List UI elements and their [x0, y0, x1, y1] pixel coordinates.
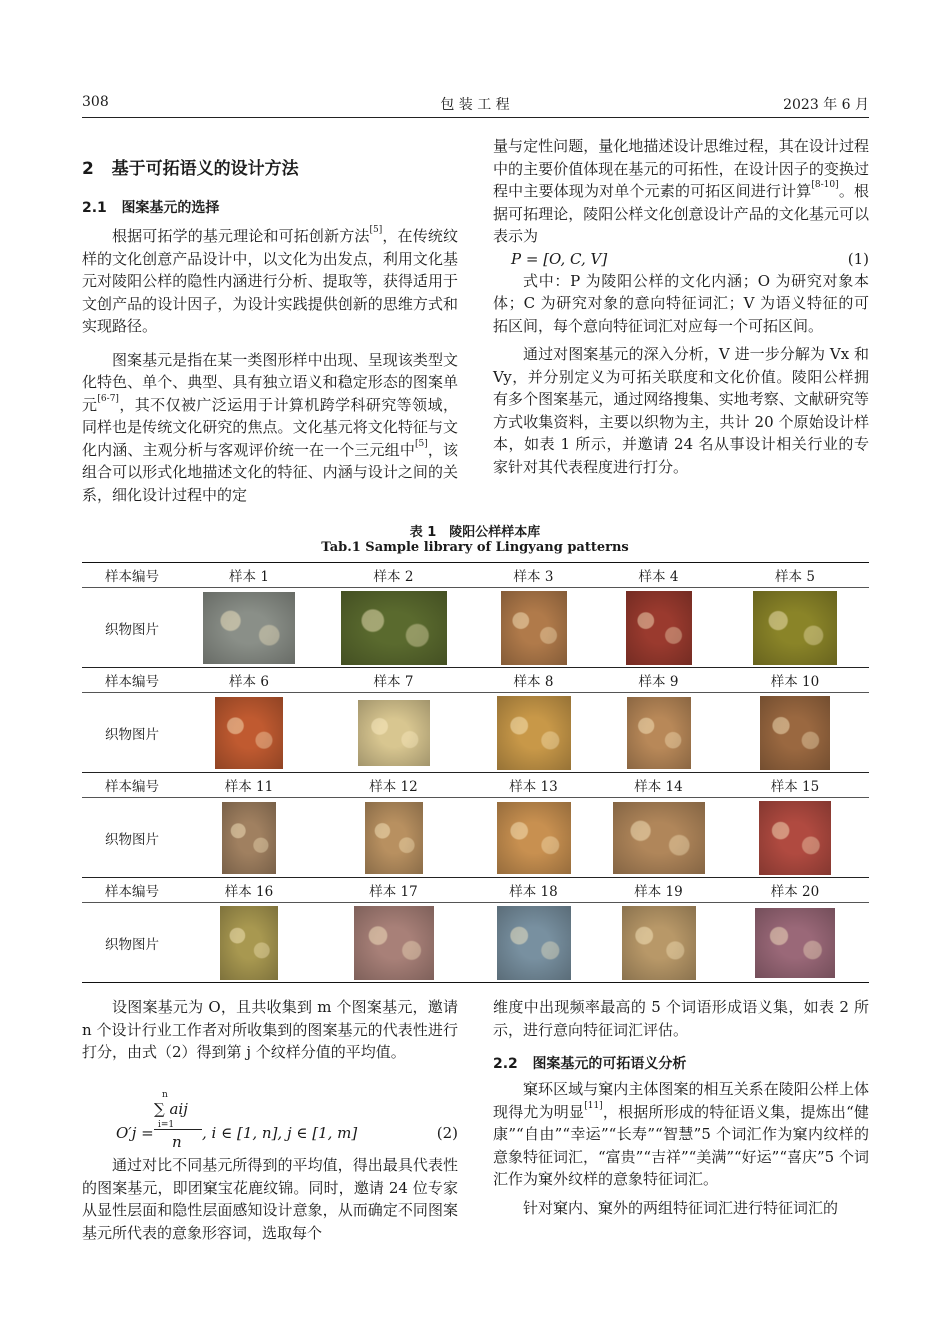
row-header-label: 样本编号 [82, 878, 182, 903]
formula-lhs: O′j = [116, 1124, 154, 1142]
fabric-image [354, 906, 434, 980]
formula-numerator: ∑ aij [154, 1100, 188, 1118]
formula-denominator: n [172, 1133, 182, 1151]
subsection-heading [493, 1053, 686, 1073]
sample-label: 样本 8 [471, 668, 596, 693]
paragraph: 设图案基元为 O，且共收集到 m 个图案基元，邀请 n 个设计行业工作者对所收集到的图案基元的代表性进行打分，由式（2）得到第 j 个纹样分值的平均值。 [82, 998, 458, 1061]
image-row-label: 织物图片 [105, 831, 159, 848]
fabric-image [341, 591, 447, 665]
sample-label: 样本 9 [596, 668, 721, 693]
paragraph [493, 1078, 869, 1191]
subsection-heading [82, 197, 219, 217]
image-row-label: 织物图片 [82, 903, 182, 983]
sample-label: 样本 14 [596, 773, 721, 798]
fabric-image-cell [316, 693, 471, 773]
fabric-image-cell [316, 798, 471, 878]
sample-label: 样本 18 [471, 878, 596, 903]
text: ，在传统纹样的文化创意产品设计中，以文化为出发点，利用文化基元对陵阳公样的隐性内涵进行分析、提取等，获得适用于文创产品的设计因子，为设计实践提供创新的思维方式和实现路径。 [82, 227, 458, 335]
sample-label: 样本 19 [596, 878, 721, 903]
formula-number: (2) [436, 1124, 458, 1142]
sample-label: 样本 2 [316, 563, 471, 588]
formula-number: (1) [847, 249, 869, 268]
sum-upper-limit: n [162, 1090, 168, 1100]
fabric-image-cell [596, 588, 721, 668]
section-title: 基于可拓语义的设计方法 [111, 159, 299, 179]
fabric-image [613, 802, 705, 874]
fabric-image [222, 802, 276, 874]
right-column-bottom-2 [493, 1078, 869, 1219]
subsection-title: 图案基元的选择 [121, 200, 220, 216]
page-number: 308 [82, 94, 109, 110]
sample-table [82, 562, 869, 983]
table-caption-cn: 表 1 陵阳公样样本库 [409, 525, 541, 540]
fabric-image-cell [596, 798, 721, 878]
fabric-image-cell [316, 588, 471, 668]
citation: [11] [584, 1100, 603, 1111]
subsection-title: 图案基元的可拓语义分析 [532, 1056, 687, 1072]
journal-name: 包 装 工 程 [440, 97, 510, 113]
paragraph: 通过对比不同基元所得到的平均值，得出最具代表性的图案基元，即团窠宝花鹿纹锦。同时，邀请 24 位专家从显性层面和隐性层面感知设计意象，从而确定不同图案基元所代表的意象形容词，选取每个 [82, 1156, 458, 1242]
right-column-bottom [493, 996, 869, 1041]
fabric-image [215, 697, 283, 769]
left-column-top [82, 225, 458, 506]
fabric-image-cell [182, 588, 316, 668]
sample-label: 样本 13 [471, 773, 596, 798]
fabric-image [627, 697, 691, 769]
text: 。根据可拓理论，陵阳公样文化创意设计产品的文化基元可以表示为 [493, 182, 869, 245]
fabric-image-cell [316, 903, 471, 983]
fabric-image-cell [182, 693, 316, 773]
fabric-image-cell [721, 903, 869, 983]
image-row-label: 织物图片 [105, 726, 159, 743]
sum-lower-limit: i=1 [158, 1120, 175, 1130]
citation: [8-10] [811, 180, 839, 190]
sample-label: 样本 12 [316, 773, 471, 798]
fabric-image-cell [471, 798, 596, 878]
paragraph [82, 349, 458, 507]
section-heading [82, 154, 299, 179]
fabric-image [626, 591, 692, 665]
left-column-bottom-2 [82, 1154, 458, 1244]
subsection-number: 2.2 [493, 1056, 518, 1072]
fabric-image [497, 802, 571, 874]
fabric-image-cell [596, 903, 721, 983]
fabric-image [358, 700, 430, 766]
sample-label: 样本 6 [182, 668, 316, 693]
fabric-image [622, 906, 696, 980]
fabric-image [497, 906, 571, 980]
fabric-image [755, 908, 835, 978]
formula-1 [493, 248, 869, 270]
fabric-image [497, 696, 571, 770]
text: ，该组合可以形式化地描述文化的特征、内涵与设计之间的关系，细化设计过程中的定 [82, 440, 458, 504]
sample-label: 样本 4 [596, 563, 721, 588]
right-column-top [493, 135, 869, 478]
sample-label: 样本 7 [316, 668, 471, 693]
fabric-image-cell [182, 798, 316, 878]
issue-date: 2023 年 6 月 [783, 97, 869, 113]
citation: [5] [369, 225, 383, 235]
citation: [6-7] [97, 393, 119, 404]
left-column-bottom [82, 996, 458, 1064]
text: 图案基元是指在某一类图形样中出现、呈现该类型文化特色、单个、典型、具有独立语义和稳定形态的图案单元 [82, 350, 458, 414]
paragraph: 通过对图案基元的深入分析，V 进一步分解为 Vx 和 Vy，并分别定义为可拓关联度和文化价值。陵阳公样拥有多个图案基元，通过网络搜集、实地考察、文献研究等方式收集资料，主要以织物为主，共计 20 个原始设计样本，如表 1 所示，并邀请 24 名从事设计相关行业的专家针对其代表程度进行打分。 [493, 345, 869, 476]
section-number: 2 [82, 159, 94, 179]
fabric-image-cell [596, 693, 721, 773]
paragraph: 针对窠内、窠外的两组特征词汇进行特征词汇的 [523, 1198, 839, 1217]
formula-expression: P = [O, C, V] [511, 249, 608, 268]
fabric-image-cell [182, 903, 316, 983]
text: ，根据所形成的特征语义集，提炼出“健康”“自由”“幸运”“长寿”“智慧”5 个词汇作为窠内纹样的意象特征词汇，“富贵”“吉祥”“美满”“好运”“喜庆”5 个词汇作为窠外纹样的意象特征词汇。 [493, 1102, 869, 1188]
fabric-image [759, 801, 831, 875]
text: 根据可拓学的基元理论和可拓创新方法 [112, 227, 370, 245]
fabric-image [220, 906, 278, 980]
fabric-image [501, 591, 567, 665]
text: ，其不仅被广泛运用于计算机跨学科研究等领域，同样也是传统文化研究的焦点。文化基元将文化特征与文化内涵、主观分析与客观评价统一在一个三元组中 [82, 395, 458, 459]
sample-label: 样本 5 [721, 563, 869, 588]
citation: [5] [414, 438, 428, 449]
sample-label: 样本 10 [721, 668, 869, 693]
formula-2 [116, 1090, 458, 1156]
text: 窠环区域与窠内主体图案的相互关系在陵阳公样上体现得尤为明显 [493, 1080, 869, 1121]
fabric-image-cell [471, 903, 596, 983]
sample-label: 样本 3 [471, 563, 596, 588]
fabric-image [753, 591, 837, 665]
image-row-label: 织物图片 [105, 621, 159, 638]
fabric-image-cell [471, 588, 596, 668]
fabric-image-cell [721, 798, 869, 878]
sample-label: 样本 1 [182, 563, 316, 588]
fabric-image [760, 696, 830, 770]
paragraph [493, 135, 869, 248]
fabric-image [365, 802, 423, 874]
sample-label: 样本 15 [721, 773, 869, 798]
sample-label: 样本 20 [721, 878, 869, 903]
header-rule [82, 117, 869, 118]
fraction-bar [154, 1129, 202, 1130]
sample-label: 样本 17 [316, 878, 471, 903]
paragraph: 式中：P 为陵阳公样的文化内涵；O 为研究对象本体；C 为研究对象的意向特征词汇；V 为语义特征的可拓区间，每个意向特征词汇对应每一个可拓区间。 [493, 271, 869, 335]
fabric-image [203, 592, 295, 664]
fabric-image-cell [721, 588, 869, 668]
row-header-label: 样本编号 [82, 668, 182, 693]
fabric-image-cell [721, 693, 869, 773]
paragraph [82, 225, 458, 338]
fabric-image-cell [471, 693, 596, 773]
sample-label: 样本 16 [182, 878, 316, 903]
row-header-label: 样本编号 [82, 773, 182, 798]
formula-condition: , i ∈ [1, n], j ∈ [1, m] [202, 1124, 358, 1142]
row-header-label: 样本编号 [82, 563, 182, 588]
sample-label: 样本 11 [182, 773, 316, 798]
subsection-number: 2.1 [82, 200, 107, 216]
paragraph: 维度中出现频率最高的 5 个词语形成语义集，如表 2 所示，进行意向特征词汇评估。 [493, 998, 869, 1039]
table-caption-en: Tab.1 Sample library of Lingyang patterns [321, 540, 629, 555]
text: 量与定性问题，量化地描述设计思维过程，其在设计过程中的主要价值体现在基元的可拓性，在设计因子的变换过程中主要体现为对单个元素的可拓区间进行计算 [493, 137, 869, 200]
